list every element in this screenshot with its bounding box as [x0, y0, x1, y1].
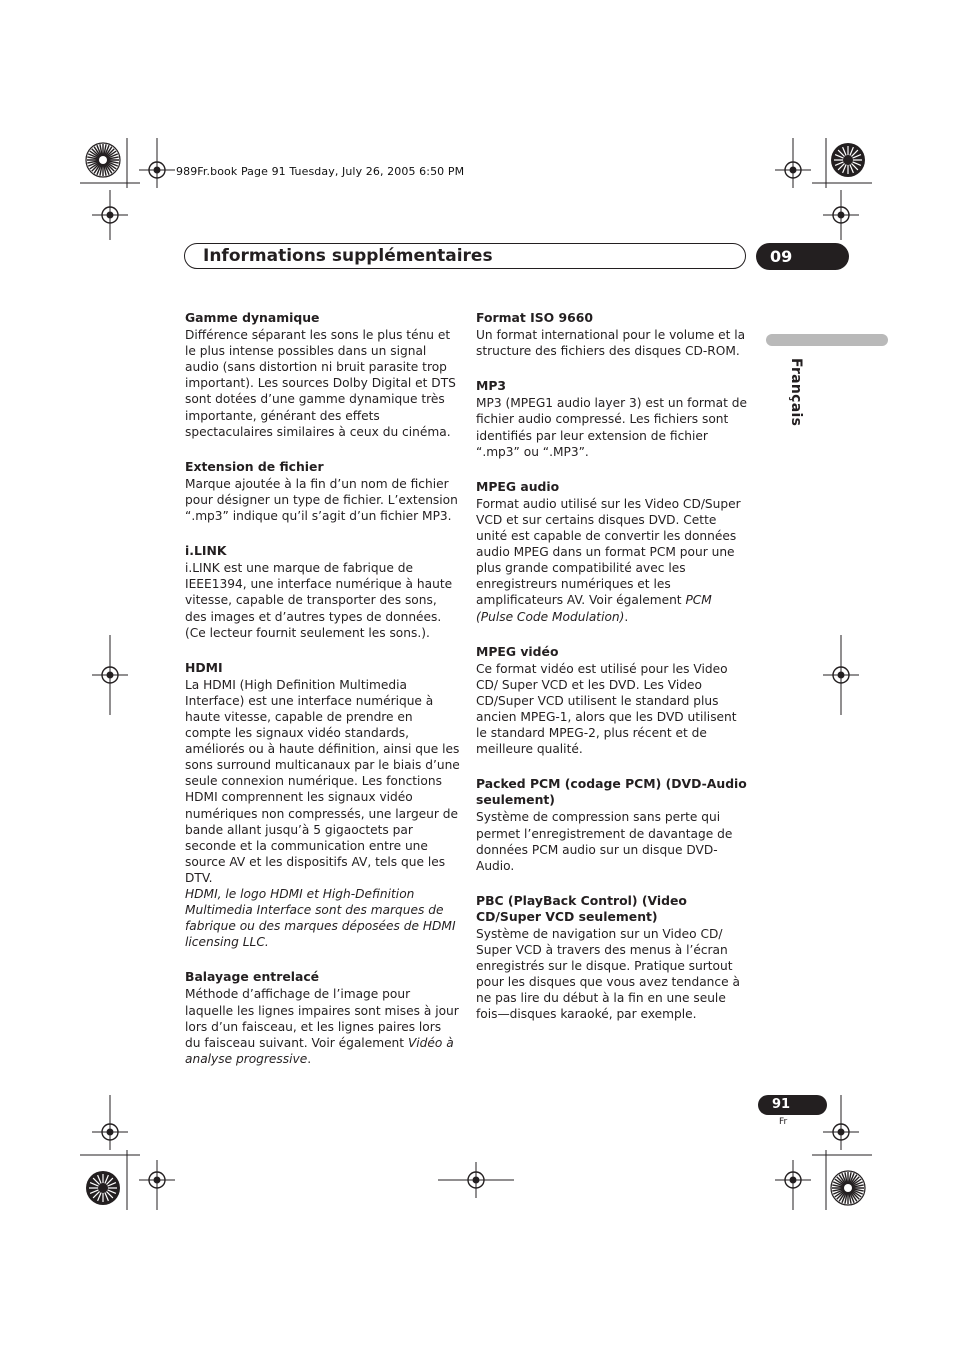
glossary-definition: Ce format vidéo est utilisé pour les Video CD/ Super VCD et les DVD. Les Video CD/Super VCD utilisent le standard plus ancien MPEG-1, alors que les DVD utilisent le standard MPEG-2, plus récent et de meilleure qualité. [476, 661, 737, 757]
glossary-term: Extension de fichier [185, 458, 324, 474]
glossary-term: MPEG vidéo [476, 643, 559, 659]
page-language-code: Fr [779, 1117, 788, 1127]
glossary-definition: Un format international pour le volume et la structure des fichiers des disques CD-ROM. [476, 328, 746, 359]
glossary-entry [185, 660, 460, 951]
glossary-entry [185, 459, 460, 524]
glossary-term: MPEG audio [476, 478, 560, 494]
chapter-badge [756, 243, 849, 270]
glossary-definition [476, 496, 750, 625]
glossary-entry [185, 969, 460, 1067]
glossary-term: Balayage entrelacé [185, 969, 320, 985]
glossary-term: Gamme dynamique [185, 310, 320, 325]
glossary-definition: i.LINK est une marque de fabrique de IEEE1394, une interface numérique à haute vitesse, capable de transporter des sons, des images et d’autres types de données. (Ce lecteur fournit seulement les sons.). [185, 561, 453, 640]
glossary-entry [476, 310, 750, 359]
glossary-definition: MP3 (MPEG1 audio layer 3) est un format de fichier audio compressé. Les fichiers sont identifiés par leur extension de fichier “.mp3” ou “.MP3”. [476, 396, 747, 459]
glossary-entry [185, 543, 460, 641]
page-number-badge [758, 1095, 827, 1115]
definition-tail: . [624, 609, 629, 624]
glossary-term: Packed PCM (codage PCM) (DVD-Audio seulement) [476, 776, 747, 808]
trademark-note: HDMI, le logo HDMI et High-Definition Multimedia Interface sont des marques de fabrique ou des marques déposées de HDMI licensing LLC. [185, 887, 456, 950]
glossary-entry [476, 479, 750, 625]
glossary-definition: Marque ajoutée à la fin d’un nom de fichier pour désigner un type de fichier. L’extension “.mp3” indique qu’il s’agit d’un fichier MP3. [185, 476, 458, 524]
glossary-definition: Différence séparant les sons le plus ténu et le plus intense possibles dans un signal audio (sans distortion ni bruit parasite trop important). Les sources Dolby Digital et DTS sont dotées d’une gamme dynamique très importante, générant des effets spectaculaires similaires à ceux du cinéma. [185, 328, 456, 439]
section-header [184, 243, 746, 269]
glossary-definition: Système de compression sans perte qui permet l’enregistrement de davantage de données PCM audio sur un disque DVD-Audio. [476, 810, 733, 873]
definition-text: Méthode d’affichage de l’image pour laquelle les lignes impaires sont mises à jour lors d’un faisceau, et les lignes paires lors du faisceau suivant. Voir également [185, 987, 459, 1050]
cross-reference: PCM (Pulse Code Modulation) [476, 593, 712, 624]
glossary-entry [185, 310, 460, 440]
glossary-term: i.LINK [185, 543, 227, 559]
glossary-term: HDMI [185, 659, 223, 675]
glossary-term: MP3 [476, 378, 507, 394]
glossary-term: Format ISO 9660 [476, 310, 593, 325]
glossary-term: PBC (PlayBack Control) (Video CD/Super VCD seulement) [476, 892, 687, 924]
glossary-entry [476, 644, 750, 758]
language-tab [766, 334, 888, 346]
cross-reference: Vidéo à analyse progressive [185, 1035, 454, 1066]
glossary-definition: La HDMI (High Definition Multimedia Interface) est une interface numérique à haute vitesse, capable de prendre en compte les signaux vidéo standards, améliorés ou à haute définition, ainsi que les sons surround multicanaux par le biais d’une seule connexion numérique. Les fonctions HDMI comprennent les signaux vidéo numériques non compressés, une largeur de bande allant jusqu’à 5 gigaoctets par seconde et la communication entre une source AV et les dispositifs AV, tels que les DTV. [185, 677, 460, 885]
definition-text: Format audio utilisé sur les Video CD/Super VCD et sur certains disques DVD. Cette unité est capable de convertir les données audio MPEG dans un format PCM pour une plus grande compatibilité avec les enregistreurs numériques et les amplificateurs AV. Voir également [476, 496, 741, 608]
glossary-definition: Système de navigation sur un Video CD/ Super VCD à travers des menus à l’écran enregistrés sur le disque. Pratique surtout pour les disques que vous avez tendance à ne pas lire du début à la fin en une seule fois—disques karaoké, par exemple. [476, 927, 740, 1022]
glossary-entry [476, 776, 750, 874]
print-info-slug: 989Fr.book Page 91 Tuesday, July 26, 2005 6:50 PM [176, 165, 465, 178]
page-number: 91 [771, 1097, 791, 1112]
left-column [185, 310, 460, 1086]
section-title: Informations supplémentaires [203, 246, 493, 266]
chapter-number: 09 [770, 247, 793, 266]
glossary-entry [476, 893, 750, 1023]
language-label: Français [788, 358, 804, 427]
glossary-entry [476, 378, 750, 459]
right-column [476, 310, 750, 1042]
glossary-definition [185, 986, 460, 1066]
definition-tail: . [307, 1051, 312, 1066]
